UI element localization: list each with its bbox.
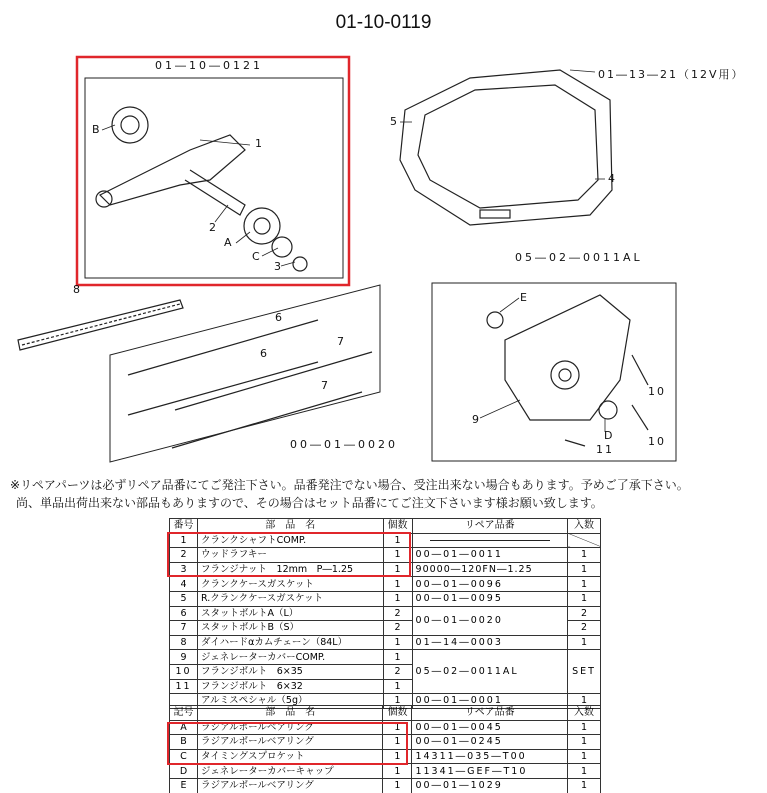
cell-qty: 1: [383, 694, 412, 709]
cell-qty: 1: [383, 735, 412, 750]
cell-repair: 00―01―0020: [412, 606, 568, 635]
cell-qty: 1: [383, 679, 412, 694]
callout-5: 5: [390, 115, 397, 128]
cell-repair: 00―01―1029: [412, 778, 568, 793]
table-row: [170, 635, 601, 650]
cell-set: 2: [568, 621, 601, 636]
assy-code-crankshaft: 01―10―0121: [155, 59, 263, 72]
cell-no: D: [170, 764, 198, 779]
cell-repair: 90000―120FN―1.25: [412, 562, 568, 577]
header-repair-no: リペア品番: [412, 706, 568, 721]
cell-qty: 1: [383, 533, 412, 548]
cell-qty: 1: [383, 749, 412, 764]
crankcase-gasket-illustration: [400, 70, 612, 225]
cell-repair: 00―01―0001: [412, 694, 568, 709]
cell-name: スタットボルトB（S）: [197, 621, 383, 636]
header-name: 部 品 名: [197, 519, 383, 534]
table-row: [170, 591, 601, 606]
callout-B: B: [92, 123, 100, 136]
cell-no: B: [170, 735, 198, 750]
callout-6a: 6: [275, 311, 282, 324]
cell-set: 1: [568, 694, 601, 709]
cell-qty: 2: [383, 621, 412, 636]
cell-repair: 00―01―0096: [412, 577, 568, 592]
cell-qty: 1: [383, 562, 412, 577]
assy-code-studbolt: 00―01―0020: [290, 438, 398, 451]
cell-qty: 1: [383, 577, 412, 592]
cell-name: クランクシャフトCOMP.: [197, 533, 383, 548]
note-line-2: 尚、単品出荷出来ない部品もありますので、その場合はセット品番にてご注文下さいます様お願い致します。: [16, 496, 603, 510]
table-row: [170, 778, 601, 793]
callout-3: 3: [274, 260, 281, 273]
cell-no: 5: [170, 591, 198, 606]
cell-name: ジェネレーターカバーCOMP.: [197, 650, 383, 665]
cell-qty: 1: [383, 778, 412, 793]
cell-no: A: [170, 720, 198, 735]
cell-qty: 1: [383, 548, 412, 563]
cell-name: タイミングスプロケット: [197, 749, 382, 764]
cell-qty: 2: [383, 606, 412, 621]
cell-set: 2: [568, 606, 601, 621]
cell-name: ラジアルボールベアリング: [197, 735, 382, 750]
cell-set: 1: [568, 735, 601, 750]
callout-4: 4: [608, 172, 615, 185]
cell-set: 1: [568, 764, 601, 779]
cell-no: 7: [170, 621, 198, 636]
cell-no: E: [170, 778, 198, 793]
cell-name: フランジナット 12mm P―1.25: [197, 562, 383, 577]
header-symbol: 記号: [170, 706, 198, 721]
table-header: [170, 706, 601, 721]
cell-no: C: [170, 749, 198, 764]
callout-6b: 6: [260, 347, 267, 360]
table-row: [170, 606, 601, 621]
cell-set: 1: [568, 548, 601, 563]
cell-name: フランジボルト 6×32: [197, 679, 383, 694]
table-header: [170, 519, 601, 534]
cell-set: 1: [568, 562, 601, 577]
callout-11: 11: [596, 443, 614, 456]
cell-set: 1: [568, 749, 601, 764]
cell-set: 1: [568, 591, 601, 606]
table-row: [170, 577, 601, 592]
cell-qty: 1: [383, 650, 412, 665]
cell-qty: 1: [383, 720, 412, 735]
callout-7a: 7: [337, 335, 344, 348]
cell-qty: 2: [383, 664, 412, 679]
assy-code-generator: 05―02―0011AL: [515, 251, 643, 264]
assy-code-gasket: 01―13―21（12V用）: [598, 68, 745, 81]
callout-10b: 10: [648, 435, 666, 448]
cell-name: フランジボルト 6×35: [197, 664, 383, 679]
note-line-1: ※リペアパーツは必ずリペア品番にてご発注下さい。品番発注でない場合、受注出来ない場合もあります。予めご了承下さい。: [10, 478, 689, 492]
callout-8: 8: [73, 283, 80, 296]
header-repair-no: リペア品番: [412, 519, 568, 534]
header-qty: 個数: [383, 519, 412, 534]
page-title: 01-10-0119: [335, 12, 432, 33]
table-row: [170, 764, 601, 779]
callout-1: 1: [255, 137, 262, 150]
cell-name: R.クランクケースガスケット: [197, 591, 383, 606]
cell-repair: 14311―035―T00: [412, 749, 568, 764]
cell-no: 11: [170, 679, 198, 694]
cell-set: 1: [568, 577, 601, 592]
cell-name: クランクケースガスケット: [197, 577, 383, 592]
cell-repair: 00―01―0245: [412, 735, 568, 750]
cell-name: ラジアルボールベアリング: [197, 778, 382, 793]
header-set-qty: 入数: [568, 519, 601, 534]
generator-cover-illustration: [487, 295, 648, 446]
cell-no: 1: [170, 533, 198, 548]
cell-no: 2: [170, 548, 198, 563]
cell-repair: 01―14―0003: [412, 635, 568, 650]
cell-set-none: [568, 533, 601, 548]
header-set-qty: 入数: [568, 706, 601, 721]
highlight-rows-1-3: [167, 532, 411, 577]
cell-no: 8: [170, 635, 198, 650]
cell-name: ダイハードαカムチェーン（84L）: [197, 635, 383, 650]
callout-2: 2: [209, 221, 216, 234]
highlight-rows-a-c: [167, 722, 408, 765]
cell-repair: 05―02―0011AL: [412, 650, 568, 694]
crankshaft-illustration: [96, 107, 307, 271]
cell-no: 4: [170, 577, 198, 592]
callout-9: 9: [472, 413, 479, 426]
cell-repair: 00―01―0011: [412, 548, 568, 563]
cell-name: ウッドラフキー: [197, 548, 383, 563]
cell-qty: 1: [383, 591, 412, 606]
table-row: [170, 650, 601, 665]
cell-set: 1: [568, 778, 601, 793]
callout-A: A: [224, 236, 232, 249]
cell-repair: 00―01―0095: [412, 591, 568, 606]
cell-name: アルミスペシャル（5g）: [197, 694, 383, 709]
cell-repair: 11341―GEF―T10: [412, 764, 568, 779]
cell-no: 9: [170, 650, 198, 665]
cell-set: SET: [568, 650, 601, 694]
callout-D: D: [604, 429, 613, 442]
cell-no: 3: [170, 562, 198, 577]
callout-C: C: [252, 250, 260, 263]
crankshaft-assy-highlight: [77, 57, 349, 285]
cell-no: 10: [170, 664, 198, 679]
cell-qty: 1: [383, 764, 412, 779]
cell-set: 1: [568, 720, 601, 735]
callout-E: E: [520, 291, 527, 304]
callout-7b: 7: [321, 379, 328, 392]
header-no: 番号: [170, 519, 198, 534]
header-name: 部 品 名: [197, 706, 382, 721]
cell-qty: 1: [383, 635, 412, 650]
cell-repair: 00―01―0045: [412, 720, 568, 735]
cell-name: ラジアルボールベアリング: [197, 720, 382, 735]
cell-name: ジェネレーターカバーキャップ: [197, 764, 382, 779]
cell-name: スタットボルトA（L）: [197, 606, 383, 621]
cell-repair-none: [412, 533, 568, 548]
cell-no: 6: [170, 606, 198, 621]
cell-set: 1: [568, 635, 601, 650]
callout-10a: 10: [648, 385, 666, 398]
header-qty: 個数: [383, 706, 412, 721]
